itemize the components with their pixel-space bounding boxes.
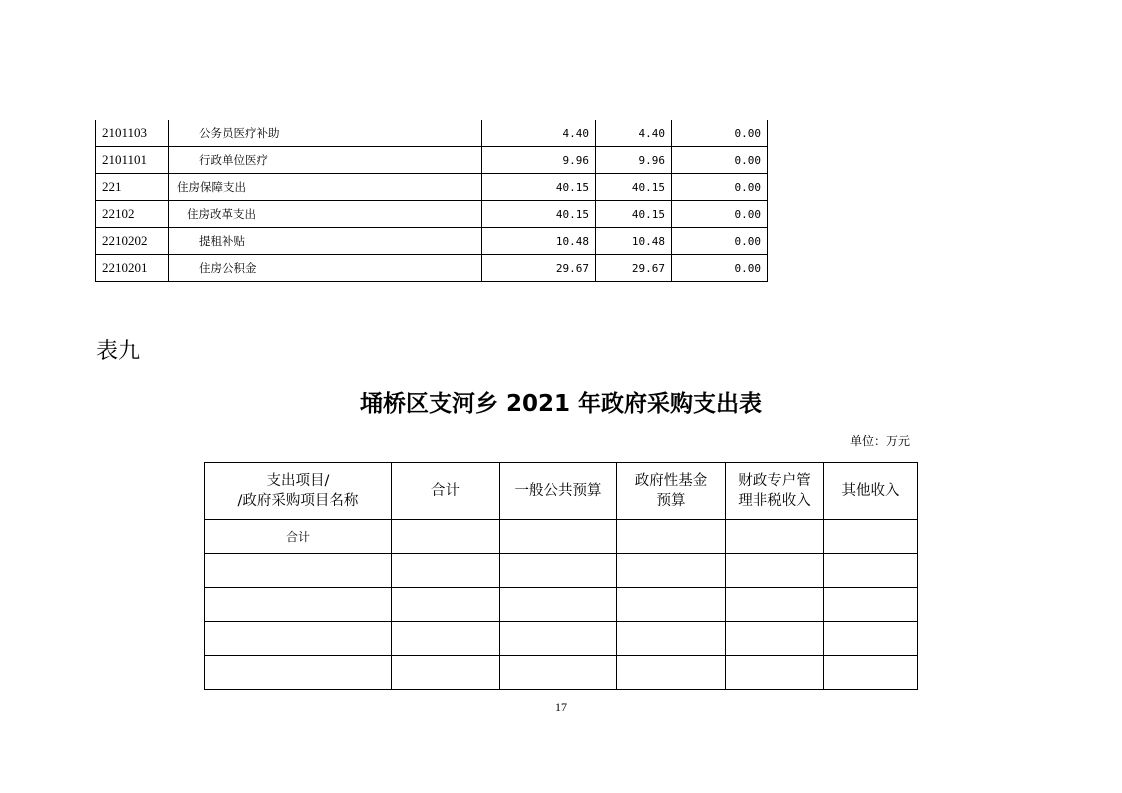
- section-label: 表九: [96, 339, 141, 364]
- row-project: 0.00: [672, 228, 768, 255]
- row-basic: 10.48: [596, 228, 672, 255]
- table-cell: [824, 520, 918, 554]
- row-basic: 40.15: [596, 174, 672, 201]
- table-cell: [392, 520, 500, 554]
- header-line: 财政专户管: [738, 473, 811, 489]
- table-row: [205, 554, 918, 588]
- table-cell: [726, 656, 824, 690]
- table-cell: [617, 554, 726, 588]
- table-cell: [392, 554, 500, 588]
- header-line: 其他收入: [841, 483, 900, 499]
- table-cell: [726, 588, 824, 622]
- table-cell: [500, 554, 617, 588]
- table-row: [205, 622, 918, 656]
- row-project: 0.00: [672, 120, 768, 147]
- header-general-budget: [500, 463, 617, 520]
- table-cell: [726, 622, 824, 656]
- table-row: [96, 255, 768, 282]
- row-basic: 40.15: [596, 201, 672, 228]
- row-name: 公务员医疗补助: [169, 120, 482, 147]
- table-cell: [392, 622, 500, 656]
- header-total: [392, 463, 500, 520]
- table-cell: [824, 588, 918, 622]
- table-cell: [500, 622, 617, 656]
- total-label: 合计: [205, 520, 392, 554]
- table-cell: [726, 554, 824, 588]
- header-line: 政府性基金: [634, 473, 708, 489]
- row-total: 40.15: [482, 174, 596, 201]
- table-cell: [617, 520, 726, 554]
- table-row: [96, 201, 768, 228]
- row-project: 0.00: [672, 147, 768, 174]
- row-basic: 4.40: [596, 120, 672, 147]
- row-total: 10.48: [482, 228, 596, 255]
- procurement-expenditure-table: [204, 462, 918, 690]
- table-cell: [205, 554, 392, 588]
- table-cell: [824, 622, 918, 656]
- row-project: 0.00: [672, 201, 768, 228]
- row-name: 住房保障支出: [169, 174, 482, 201]
- table-row: [96, 174, 768, 201]
- unit-label: 单位：万元: [849, 434, 910, 448]
- row-total: 4.40: [482, 120, 596, 147]
- header-line: 合计: [431, 483, 460, 499]
- header-row: [205, 463, 918, 520]
- table-cell: [205, 656, 392, 690]
- row-code: 22102: [96, 201, 169, 228]
- row-name: 行政单位医疗: [169, 147, 482, 174]
- row-name: 提租补贴: [169, 228, 482, 255]
- table-cell: [617, 622, 726, 656]
- header-item-name: [205, 463, 392, 520]
- table-row: [96, 228, 768, 255]
- header-fund-budget: [617, 463, 726, 520]
- row-project: 0.00: [672, 174, 768, 201]
- table-cell: [500, 588, 617, 622]
- row-code: 2101101: [96, 147, 169, 174]
- table-cell: [500, 656, 617, 690]
- row-total: 40.15: [482, 201, 596, 228]
- header-other-income: [824, 463, 918, 520]
- table-cell: [500, 520, 617, 554]
- row-code: 2210202: [96, 228, 169, 255]
- table-row: [205, 656, 918, 690]
- header-non-tax-income: [726, 463, 824, 520]
- table-cell: [726, 520, 824, 554]
- table-row: [205, 588, 918, 622]
- table-cell: [617, 656, 726, 690]
- page-number: 17: [555, 700, 567, 714]
- table-cell: [205, 588, 392, 622]
- table-cell: [824, 554, 918, 588]
- row-project: 0.00: [672, 255, 768, 282]
- row-code: 2210201: [96, 255, 169, 282]
- document-title: 埇桥区支河乡 2021 年政府采购支出表: [359, 391, 763, 417]
- row-name: 住房公积金: [169, 255, 482, 282]
- previous-expenditure-table: [95, 120, 768, 282]
- row-total: 9.96: [482, 147, 596, 174]
- table-cell: [392, 588, 500, 622]
- table-cell: [824, 656, 918, 690]
- header-line: 支出项目/: [266, 473, 330, 489]
- table-row: [96, 147, 768, 174]
- table-cell: [617, 588, 726, 622]
- header-line: 预算: [656, 493, 686, 509]
- table-cell: [392, 656, 500, 690]
- row-code: 2101103: [96, 120, 169, 147]
- header-line: 理非税收入: [738, 493, 811, 509]
- header-line: /政府采购项目名称: [237, 493, 359, 509]
- row-code: 221: [96, 174, 169, 201]
- total-row: [205, 520, 918, 554]
- table-cell: [205, 622, 392, 656]
- table-row: [96, 120, 768, 147]
- row-basic: 29.67: [596, 255, 672, 282]
- row-basic: 9.96: [596, 147, 672, 174]
- header-line: 一般公共预算: [514, 483, 602, 499]
- row-total: 29.67: [482, 255, 596, 282]
- row-name: 住房改革支出: [169, 201, 482, 228]
